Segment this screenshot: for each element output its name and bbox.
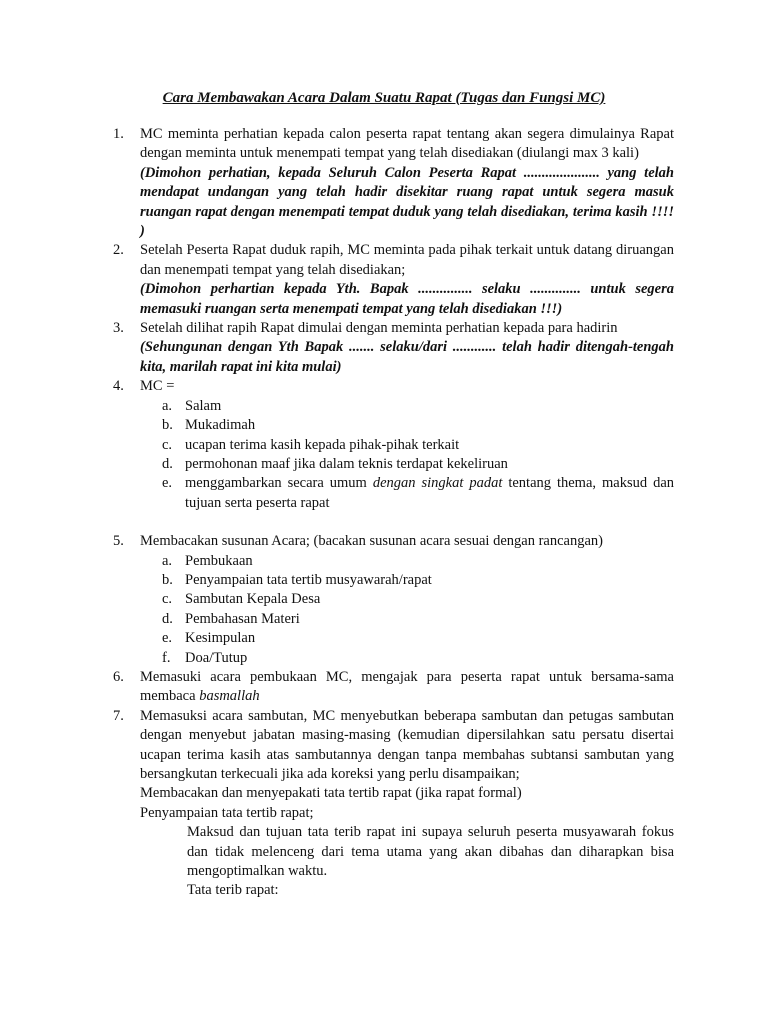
list-item xyxy=(113,668,674,707)
item-text: Memasuksi acara sambutan, MC menyebutkan beberapa sambutan dan petugas sambutan dengan menyebut jabatan masing-masing (kemudian dipersilahkan satu persatu disertai ucapan terima kasih atas sambutannya dengan tanpa membahas subtansi sambutan yang bersangkutan terkecuali jika ada koreksi yang perlu disampaikan; xyxy=(140,707,674,782)
sub-item-text: Pembahasan Materi xyxy=(185,610,300,627)
item-text: MC meminta perhatian kepada calon peserta rapat tentang akan segera dimulainya Rapat dengan meminta untuk menempati tempat yang telah disediakan (diulangi max 3 kali) xyxy=(140,126,674,162)
item-number: 3. xyxy=(113,320,124,337)
sub-item-letter: d. xyxy=(162,610,173,627)
sub-item-text: Pembukaan xyxy=(185,552,253,569)
sub-item-letter: c. xyxy=(162,591,173,608)
item-text: Setelah dilihat rapih Rapat dimulai dengan meminta perhatian kepada para hadirin xyxy=(140,320,618,337)
sub-item-text-italic: dengan singkat padat xyxy=(372,475,503,492)
sub-item xyxy=(113,552,674,571)
list-item xyxy=(113,319,674,377)
sub-item-letter: a. xyxy=(162,397,173,414)
list-item xyxy=(113,532,674,551)
sub-item-text-before: menggambarkan secara umum xyxy=(185,475,373,492)
sub-item-letter: f. xyxy=(162,649,171,666)
item-text-italic: basmallah xyxy=(199,688,260,705)
sub-item xyxy=(113,397,674,416)
list-item xyxy=(113,707,674,901)
item-line: Membacakan dan menyepakati tata tertib rapat (jika rapat formal) xyxy=(140,785,522,802)
sub-item xyxy=(113,416,674,435)
sub-item-letter: e. xyxy=(162,475,173,492)
sub-item-text: permohonan maaf jika dalam teknis terdapat kekeliruan xyxy=(185,455,508,472)
item-quote: (Sehungunan dengan Yth Bapak ....... selaku/dari ............ telah hadir ditengah-tengah kita, marilah rapat ini kita mulai) xyxy=(140,339,674,375)
document-title: Cara Membawakan Acara Dalam Suatu Rapat (Tugas dan Fungsi MC) xyxy=(162,90,606,106)
item-number: 2. xyxy=(113,242,124,259)
sub-item xyxy=(113,455,674,474)
sub-item xyxy=(113,649,674,668)
sub-item-letter: c. xyxy=(162,436,173,453)
item-number: 7. xyxy=(113,707,124,724)
sub-item-text: ucapan terima kasih kepada pihak-pihak terkait xyxy=(185,436,460,453)
sub-item xyxy=(113,629,674,648)
item-number: 1. xyxy=(113,126,124,142)
sub-item-text: Kesimpulan xyxy=(185,630,256,647)
item-quote: (Dimohon perhatian, kepada Seluruh Calon Peserta Rapat ..................... yang telah mendapat undangan yang telah hadir disekitar ruang rapat untuk segera masuk ruangan rapat dengan menempati tempat duduk yang telah disediakan, terima kasih !!!! ) xyxy=(140,164,674,240)
sub-item-text: Penyampaian tata tertib musyawarah/rapat xyxy=(185,571,432,588)
sub-item-text: Mukadimah xyxy=(185,417,256,434)
list-item xyxy=(113,377,674,396)
sub-item-text: Sambutan Kepala Desa xyxy=(185,591,321,608)
item-text: Setelah Peserta Rapat duduk rapih, MC meminta pada pihak terkait untuk datang diruangan dan menempati tempat yang telah disediakan; xyxy=(140,242,674,278)
item-text: MC = xyxy=(140,378,175,395)
item-number: 4. xyxy=(113,378,124,395)
sub-item xyxy=(113,610,674,629)
sub-item xyxy=(113,590,674,609)
sub-item-letter: b. xyxy=(162,571,173,588)
numbered-list xyxy=(113,125,674,901)
sub-item-text: Doa/Tutup xyxy=(185,649,248,666)
spacer xyxy=(113,513,674,532)
sub-item xyxy=(113,474,674,513)
sub-item-letter: e. xyxy=(162,630,173,647)
item-quote: (Dimohon perhartian kepada Yth. Bapak ............... selaku .............. untuk segera memasuki ruangan serta menempati tempat yang telah disediakan !!!) xyxy=(140,281,674,317)
sub-item xyxy=(113,571,674,590)
sub-item-letter: d. xyxy=(162,455,173,472)
sub-item-letter: a. xyxy=(162,552,173,569)
sub-item xyxy=(113,436,674,455)
item-text-before: Memasuki acara pembukaan MC, mengajak para peserta rapat untuk bersama-sama membaca xyxy=(140,668,674,705)
item-number: 5. xyxy=(113,533,124,550)
item-line: Penyampaian tata tertib rapat; xyxy=(140,804,314,821)
item-number: 6. xyxy=(113,668,124,685)
list-item xyxy=(113,241,674,319)
sub-item-letter: b. xyxy=(162,417,173,434)
item-paragraph: Tata terib rapat: xyxy=(187,882,279,899)
sub-item-text-after: tentang thema, maksud dan tujuan serta peserta rapat xyxy=(185,475,675,511)
item-paragraph: Maksud dan tujuan tata terib rapat ini supaya seluruh peserta musyawarah fokus dan tidak melenceng dari tema utama yang akan dibahas dan diharapkan bisa mengoptimalkan waktu. xyxy=(187,824,674,880)
list-item xyxy=(113,125,674,241)
sub-item-text: Salam xyxy=(185,397,222,414)
item-text: Membacakan susunan Acara; (bacakan susunan acara sesuai dengan rancangan) xyxy=(140,533,603,550)
